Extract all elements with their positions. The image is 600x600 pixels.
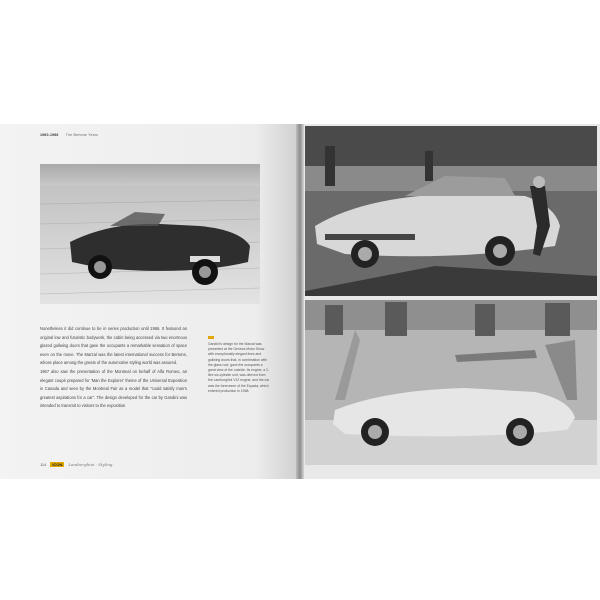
series-title: Lamborghini · Styling (68, 462, 113, 467)
right-page (300, 124, 600, 479)
book-spine (296, 124, 304, 479)
motor-show-photo (305, 126, 597, 296)
body-paragraph: Nonetheless it did continue to be in series production until 1966. It featured an original low and futuristic bodywork, the cabin being accessed via two enormous glazed gullwing doors that gave the occupants a remarkable sensation of space even on the move. The Marzal was the latest international success for Bertone, whose place among the greats of the automotive styling world was assured. (40, 326, 187, 366)
folio (40, 462, 113, 467)
running-head-title: The Bertone Years (65, 133, 99, 137)
body-paragraph: 1967 also saw the presentation of the Montreal on behalf of Alfa Romeo, an elegant coupé prepared for 'Man the Explorer' theme of the Universal Exposition in Canada and seen by the Montreal Fair as a model that "could satisfy man's greatest aspirations for a car". The design developed for the car by Gandini was intended to transmit to visitors to the exposition (40, 368, 187, 409)
page-number: 114 (40, 462, 47, 467)
open-book-spread (0, 124, 600, 479)
running-head-years: 1960-1966 (40, 133, 59, 137)
caption-text: Gandini's design for the Marzal was presented at the Geneva Motor Show with exceptionally elegant lines and gullwing doors that, in combination with the glass roof, gave the occupants a great view of the outside. Its engine, a 2-litre six-cylinder unit, was derived from the Lamborghini V12 engine, and the car was the forerunner of the Espada, which entered production in 1968. (208, 342, 270, 393)
running-head (40, 133, 98, 137)
convertible-car-photo (40, 164, 260, 304)
body-text (40, 325, 187, 411)
caption-accent-bar (208, 336, 214, 339)
series-badge: ICON (52, 462, 63, 467)
left-page (0, 124, 300, 479)
gullwing-doors-photo (305, 300, 597, 465)
photo-caption (208, 336, 270, 394)
